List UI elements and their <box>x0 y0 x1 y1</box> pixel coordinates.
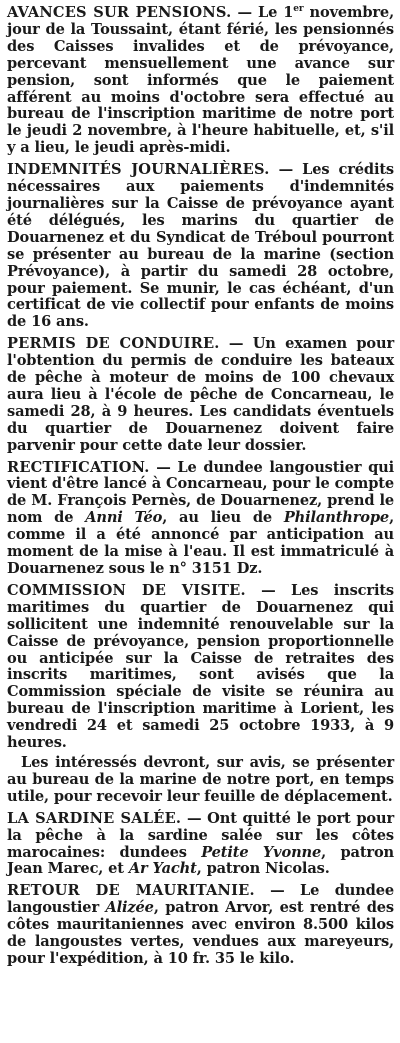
article-text: — Le 1 <box>231 4 294 21</box>
article-rectification <box>7 460 394 578</box>
article-text: novembre, jour de la Toussaint, étant férié, les pensionnés des Caisses invalides et de prévoyance, percevant mensuellement une avance sur pension, sont informés que le paiement afférent au moins d'octobre sera effectué au bureau de l'inscription maritime de notre port le jeudi 2 novembre, à l'heure habituelle, et, s'il y a lieu, le jeudi après-midi. <box>7 4 394 157</box>
article-body <box>7 162 394 331</box>
article-text: — Le dundee langoustier <box>7 882 394 917</box>
boat-name: Petite Yvonne <box>201 843 322 861</box>
article-body <box>7 583 394 752</box>
article-permis-de-conduire <box>7 336 394 454</box>
article-headline: INDEMNITÉS JOURNALIÈRES. <box>7 161 270 179</box>
boat-name: Philanthrope <box>283 509 390 527</box>
article-headline: AVANCES SUR PENSIONS. <box>7 4 232 21</box>
article-paragraph: Les intéressés devront, sur avis, se présenter au bureau de la marine de notre port, en temps utile, pour recevoir leur feuille de déplacement. <box>7 753 394 805</box>
article-headline: LA SARDINE SALÉE. <box>7 809 182 827</box>
article-text: — Un examen pour l'obtention du permis de conduire les bateaux de pêche à moteur de moins de 100 chevaux aura lieu à l'école de pêche de Concarneau, le samedi 28, à 9 heures. Les candidats éventuels du quartier de Douarnenez doivent faire parvenir pour cette date leur dossier. <box>7 335 394 454</box>
article-la-sardine-salee <box>7 811 394 879</box>
article-avances-sur-pensions <box>7 5 394 157</box>
article-retour-de-mauritanie <box>7 883 394 968</box>
article-body <box>7 5 394 157</box>
article-text: — Les crédits nécessaires aux paiements d'indemnités journalières sur la Caisse de prévoyance ayant été délégués, les marins du quartier de Douarnenez et du Syndicat de Tréboul pourront se présenter au bureau de la marine (section Prévoyance), à partir du samedi 28 octobre, pour paiement. Se munir, le cas échéant, d'un certificat de vie collectif pour enfants de moins de 16 ans. <box>7 161 394 331</box>
article-commission-de-visite <box>7 583 394 806</box>
article-body <box>7 460 394 578</box>
article-text: , patron Jean Marec, et <box>7 843 394 878</box>
article-text: , patron Arvor, est rentré des côtes mauritaniennes avec environ 8.500 kilos de langoustes vertes, vendues aux mareyeurs, pour l'expédition, à 10 fr. 35 le kilo. <box>7 899 394 967</box>
boat-name: Alizée <box>105 899 154 917</box>
boat-name: Ar Yacht <box>128 860 197 878</box>
article-body <box>7 336 394 454</box>
article-headline: PERMIS DE CONDUIRE. <box>7 335 220 353</box>
article-body <box>7 883 394 968</box>
article-body <box>7 811 394 879</box>
article-text: , patron Nicolas. <box>196 860 330 878</box>
boat-name: Anni Téo <box>85 509 163 527</box>
article-text: — Ont quitté le port pour la pêche à la sardine salée sur les côtes marocaines: dundees <box>7 809 394 861</box>
article-text: , au lieu de <box>162 509 284 527</box>
article-headline: RETOUR DE MAURITANIE. <box>7 882 255 900</box>
article-indemnites-journalieres <box>7 162 394 331</box>
article-headline: COMMISSION DE VISITE. <box>7 581 246 599</box>
article-text: — Le dundee langoustier qui vient d'être lancé à Concarneau, pour le compte de M. François Pernès, de Douarnenez, prend le nom de <box>7 458 394 527</box>
article-text: — Les inscrits maritimes du quartier de Douarnenez qui sollicitent une indemnité renouvelable sur la Caisse de prévoyance, pension proportionnelle ou anticipée sur la Caisse de retraites des inscrits maritimes, sont avisés que la Commission spéciale de visite se réunira au bureau de l'inscription maritime à Lorient, les vendredi 24 et samedi 25 octobre 1933, à 9 heures. <box>7 581 395 752</box>
ordinal-superscript: er <box>293 4 304 15</box>
article-text: , comme il a été annoncé par anticipation au moment de la mise à l'eau. Il est immatriculé à Douarnenez sous le n° 3151 Dz. <box>7 509 394 577</box>
article-headline: RECTIFICATION. <box>7 458 150 476</box>
